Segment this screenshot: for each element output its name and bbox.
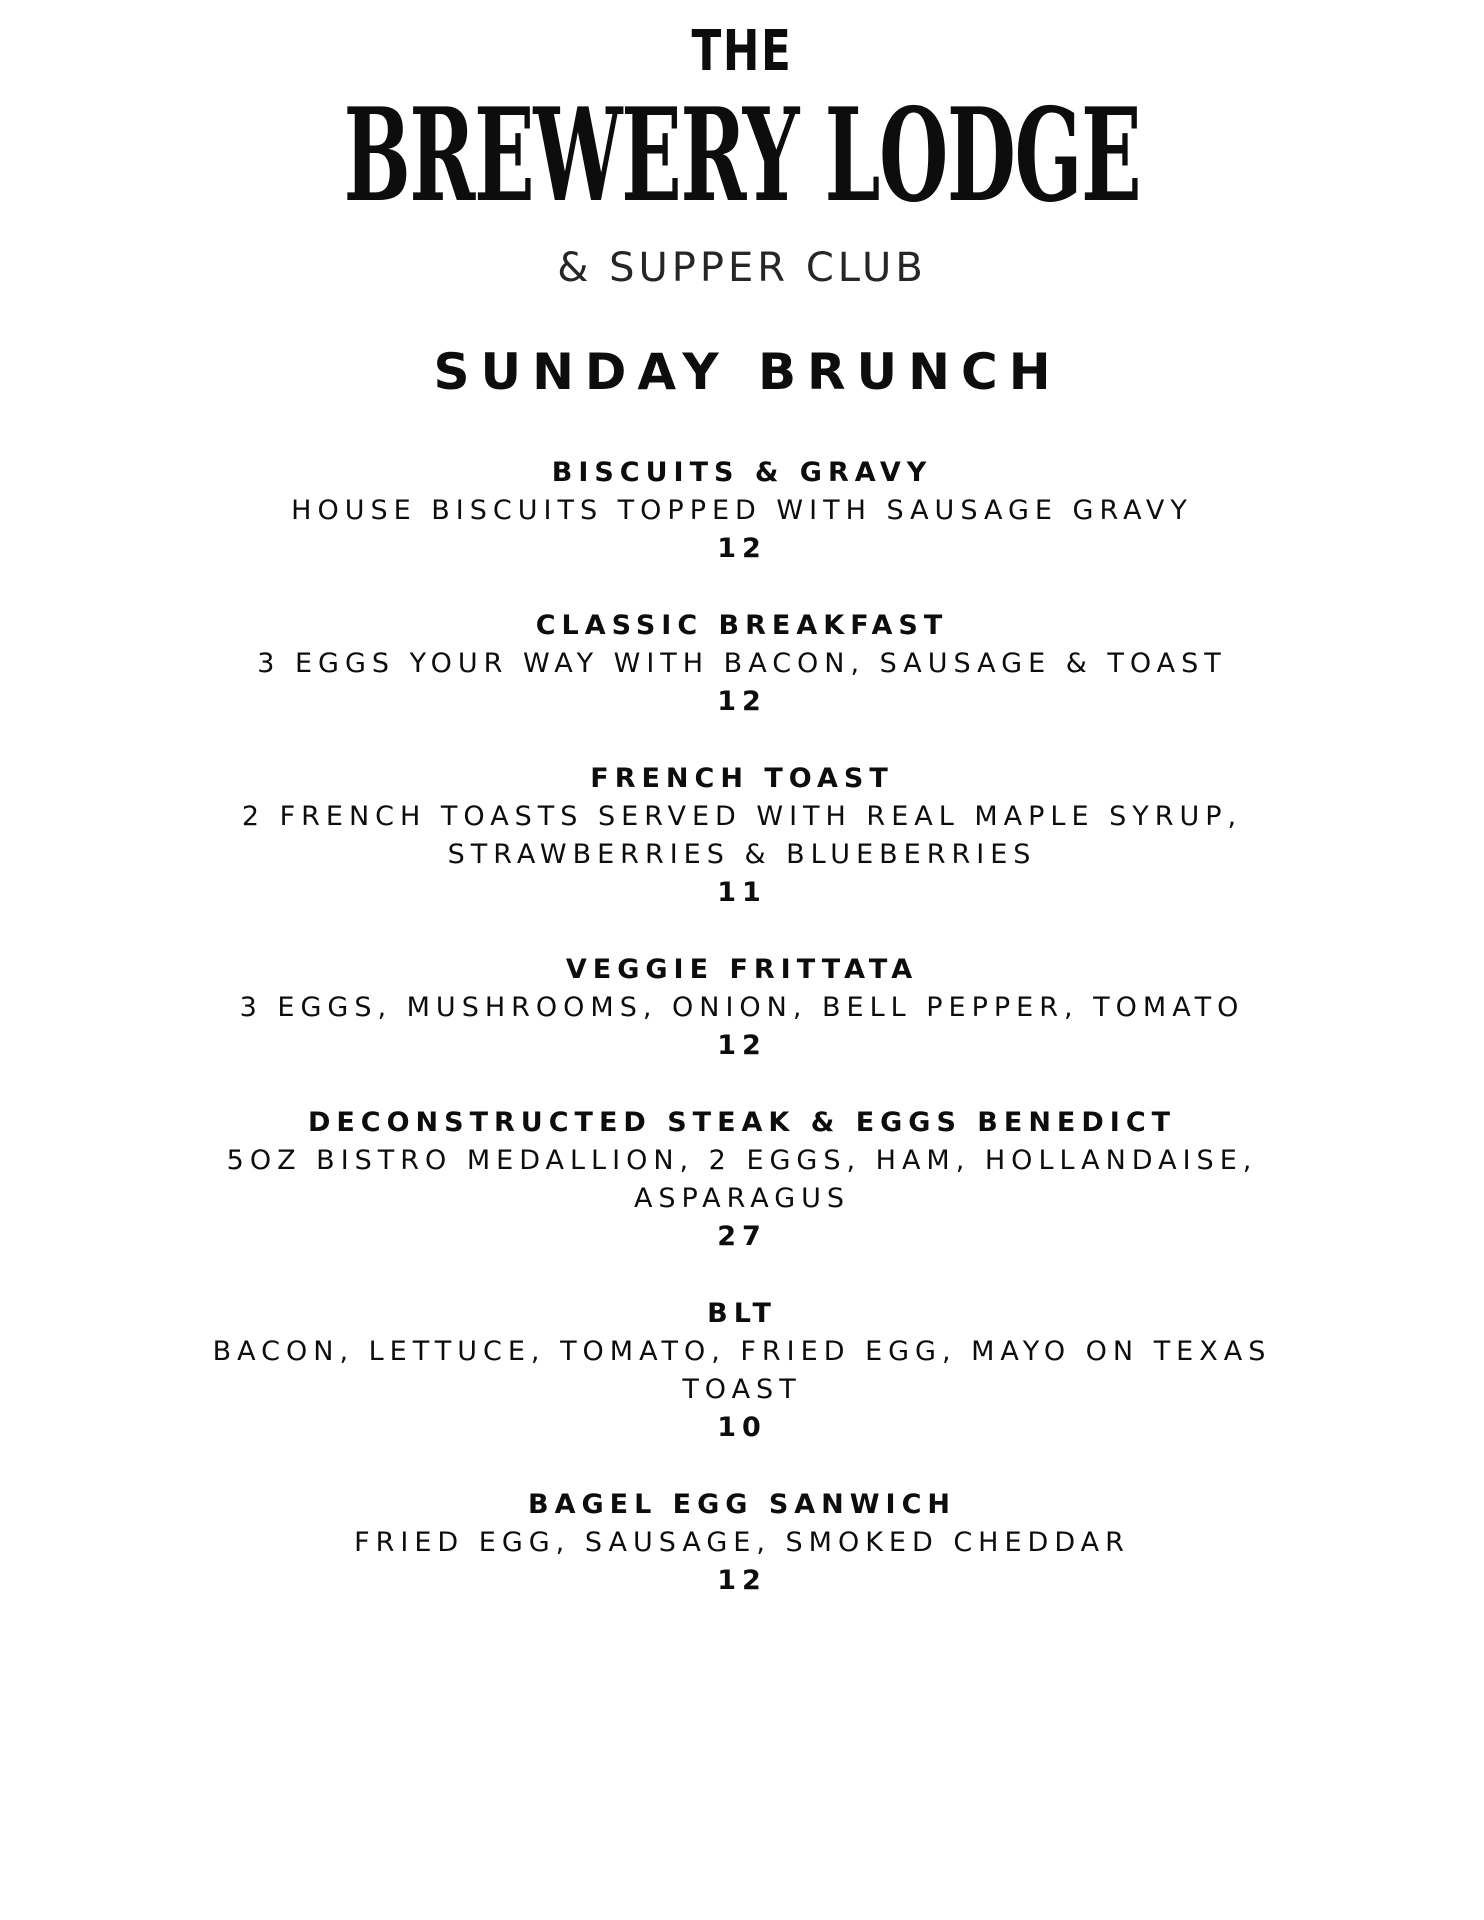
item-name: BLT	[707, 1298, 777, 1329]
item-description: BACON, LETTUCE, TOMATO, FRIED EGG, MAYO ON TEXAS TOAST	[212, 1336, 1272, 1405]
restaurant-logo	[0, 19, 1484, 291]
logo-the-text: THE	[691, 19, 793, 84]
menu-item-veggie-frittata	[0, 951, 1484, 1065]
menu-item-french-toast	[0, 760, 1484, 912]
item-description: 5OZ BISTRO MEDALLION, 2 EGGS, HAM, HOLLANDAISE, ASPARAGUS	[226, 1145, 1258, 1214]
menu-items-list	[0, 454, 1484, 1639]
item-description: FRIED EGG, SAUSAGE, SMOKED CHEDDAR	[354, 1527, 1130, 1558]
item-name: BISCUITS & GRAVY	[551, 457, 933, 488]
item-price: 11	[717, 877, 767, 908]
item-description: 3 EGGS YOUR WAY WITH BACON, SAUSAGE & TOAST	[257, 648, 1227, 679]
item-price: 27	[717, 1221, 767, 1252]
item-description: HOUSE BISCUITS TOPPED WITH SAUSAGE GRAVY	[291, 495, 1193, 526]
item-description: 2 FRENCH TOASTS SERVED WITH REAL MAPLE SYRUP, STRAWBERRIES & BLUEBERRIES	[241, 801, 1243, 870]
logo-subtitle: & SUPPER CLUB	[557, 245, 927, 291]
item-price: 12	[717, 1565, 767, 1596]
menu-item-classic-breakfast	[0, 607, 1484, 721]
item-price: 12	[717, 533, 767, 564]
logo-name-text: BREWERY LODGE	[343, 81, 1141, 231]
item-name: DECONSTRUCTED STEAK & EGGS BENEDICT	[307, 1107, 1177, 1138]
item-price: 10	[717, 1412, 767, 1443]
menu-item-blt	[0, 1295, 1484, 1447]
item-price: 12	[717, 1030, 767, 1061]
menu-item-steak-eggs-benedict	[0, 1104, 1484, 1256]
menu-item-biscuits-gravy	[0, 454, 1484, 568]
menu-title: SUNDAY BRUNCH	[433, 343, 1062, 401]
item-name: CLASSIC BREAKFAST	[535, 610, 949, 641]
menu-item-bagel-egg-sanwich	[0, 1486, 1484, 1600]
item-name: FRENCH TOAST	[590, 763, 894, 794]
item-name: VEGGIE FRITTATA	[565, 954, 919, 985]
item-name: BAGEL EGG SANWICH	[527, 1489, 957, 1520]
item-price: 12	[717, 686, 767, 717]
item-description: 3 EGGS, MUSHROOMS, ONION, BELL PEPPER, TOMATO	[239, 992, 1245, 1023]
